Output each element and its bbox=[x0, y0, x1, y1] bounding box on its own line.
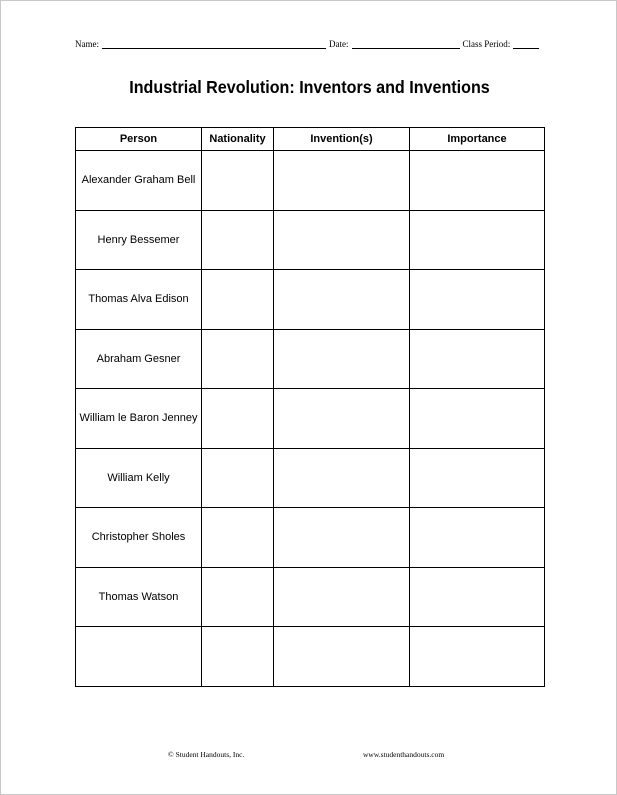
nationality-cell bbox=[202, 567, 274, 627]
table-row bbox=[76, 567, 545, 627]
column-header-person: Person bbox=[76, 128, 202, 151]
importance-cell bbox=[410, 508, 545, 568]
table-row bbox=[76, 329, 545, 389]
person-cell: Christopher Sholes bbox=[76, 508, 202, 568]
person-cell: William Kelly bbox=[76, 448, 202, 508]
table-row bbox=[76, 508, 545, 568]
nationality-cell bbox=[202, 151, 274, 211]
inventions-cell bbox=[274, 389, 410, 449]
column-header-importance: Importance bbox=[410, 128, 545, 151]
person-cell: Thomas Watson bbox=[76, 567, 202, 627]
column-header-inventions: Invention(s) bbox=[274, 128, 410, 151]
nationality-cell bbox=[202, 210, 274, 270]
nationality-cell bbox=[202, 389, 274, 449]
person-cell: Abraham Gesner bbox=[76, 329, 202, 389]
date-label: Date: bbox=[329, 39, 349, 49]
table-row bbox=[76, 210, 545, 270]
inventions-cell bbox=[274, 627, 410, 687]
nationality-cell bbox=[202, 508, 274, 568]
person-cell: William le Baron Jenney bbox=[76, 389, 202, 449]
importance-cell bbox=[410, 210, 545, 270]
class-period-blank bbox=[513, 39, 539, 49]
name-blank bbox=[102, 39, 326, 49]
copyright-notice: © Student Handouts, Inc. bbox=[168, 750, 245, 759]
person-cell: Henry Bessemer bbox=[76, 210, 202, 270]
nationality-cell bbox=[202, 627, 274, 687]
nationality-cell bbox=[202, 329, 274, 389]
importance-cell bbox=[410, 448, 545, 508]
importance-cell bbox=[410, 567, 545, 627]
table-header-row bbox=[76, 128, 545, 151]
table-row bbox=[76, 627, 545, 687]
student-info-line bbox=[75, 39, 545, 49]
class-period-label: Class Period: bbox=[462, 39, 511, 49]
page-title: Industrial Revolution: Inventors and Inventions bbox=[129, 77, 490, 97]
table-row bbox=[76, 448, 545, 508]
importance-cell bbox=[410, 389, 545, 449]
inventions-cell bbox=[274, 448, 410, 508]
importance-cell bbox=[410, 270, 545, 330]
inventions-cell bbox=[274, 567, 410, 627]
inventors-table bbox=[75, 127, 545, 687]
nationality-cell bbox=[202, 448, 274, 508]
inventions-cell bbox=[274, 329, 410, 389]
table-row bbox=[76, 270, 545, 330]
person-cell: Alexander Graham Bell bbox=[76, 151, 202, 211]
table-row bbox=[76, 389, 545, 449]
importance-cell bbox=[410, 329, 545, 389]
importance-cell bbox=[410, 151, 545, 211]
inventions-cell bbox=[274, 270, 410, 330]
table-row bbox=[76, 151, 545, 211]
date-blank bbox=[352, 39, 460, 49]
inventions-cell bbox=[274, 151, 410, 211]
website-url: www.studenthandouts.com bbox=[363, 750, 445, 759]
importance-cell bbox=[410, 627, 545, 687]
person-cell: Thomas Alva Edison bbox=[76, 270, 202, 330]
column-header-nationality: Nationality bbox=[202, 128, 274, 151]
inventions-cell bbox=[274, 210, 410, 270]
inventions-cell bbox=[274, 508, 410, 568]
name-label: Name: bbox=[75, 39, 99, 49]
person-cell bbox=[76, 627, 202, 687]
nationality-cell bbox=[202, 270, 274, 330]
